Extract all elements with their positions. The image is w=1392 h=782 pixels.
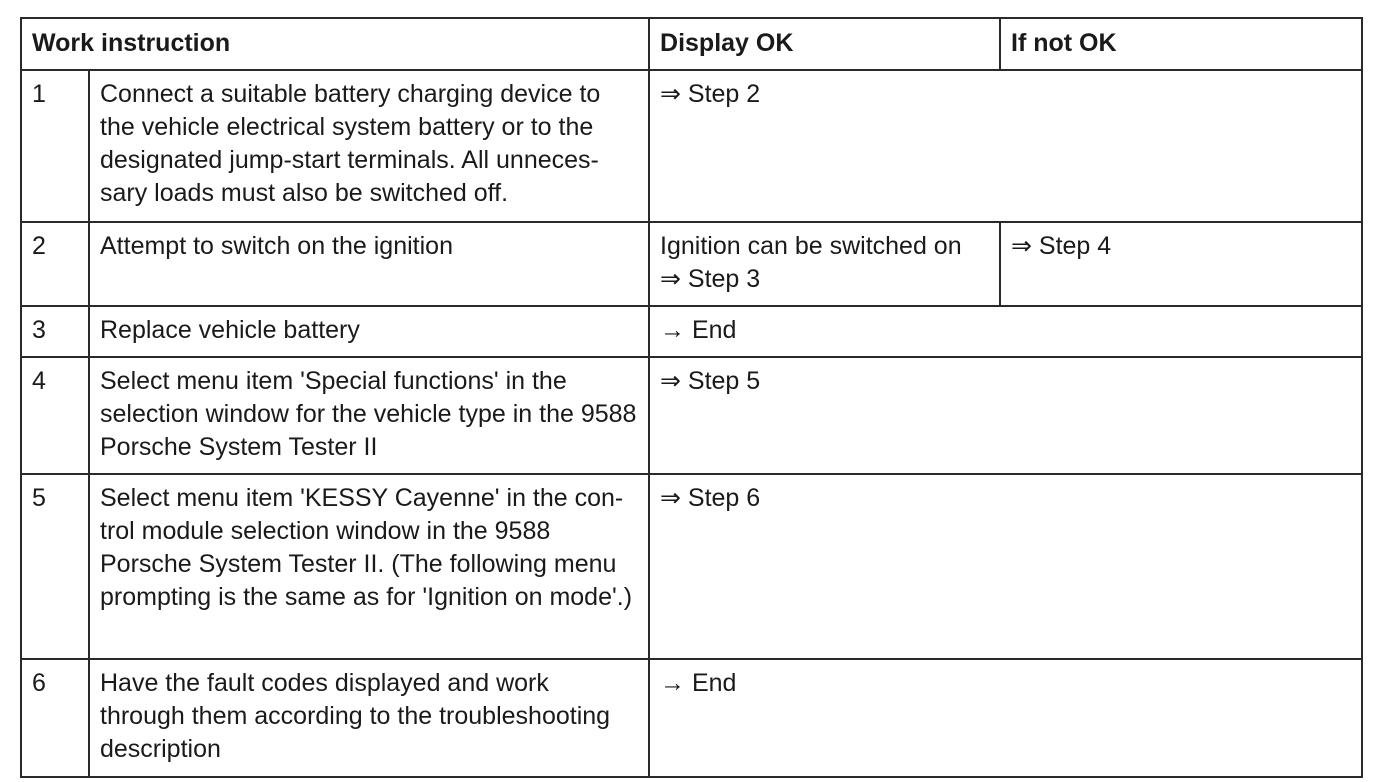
table-row bbox=[21, 659, 1362, 777]
header-if-not-ok: If not OK bbox=[1000, 18, 1362, 70]
table-row bbox=[21, 357, 1362, 474]
step-number: 4 bbox=[21, 357, 89, 474]
step-display-ok: ⇒ Step 6 bbox=[649, 474, 1362, 659]
step-display-ok: → End bbox=[649, 659, 1362, 777]
table-row bbox=[21, 306, 1362, 357]
table-row bbox=[21, 222, 1362, 306]
step-number: 6 bbox=[21, 659, 89, 777]
table-row bbox=[21, 70, 1362, 222]
step-instruction: Have the fault codes displayed and work through them according to the troubleshooting description bbox=[89, 659, 649, 777]
step-number: 5 bbox=[21, 474, 89, 659]
work-instruction-table bbox=[20, 17, 1363, 778]
table-row bbox=[21, 474, 1362, 659]
step-display-ok: ⇒ Step 5 bbox=[649, 357, 1362, 474]
step-instruction: Select menu item 'KESSY Cayenne' in the con-trol module selection window in the 9588 Porsche System Tester II. (The following menu prompting is the same as for 'Ignition on mode'.) bbox=[89, 474, 649, 659]
step-number: 2 bbox=[21, 222, 89, 306]
step-number: 3 bbox=[21, 306, 89, 357]
header-work-instruction: Work instruction bbox=[21, 18, 649, 70]
step-display-ok: Ignition can be switched on ⇒ Step 3 bbox=[649, 222, 1000, 306]
step-display-ok: → End bbox=[649, 306, 1362, 357]
step-if-not-ok: ⇒ Step 4 bbox=[1000, 222, 1362, 306]
step-instruction: Select menu item 'Special functions' in the selection window for the vehicle type in the 9588 Porsche System Tester II bbox=[89, 357, 649, 474]
table-header-row bbox=[21, 18, 1362, 70]
step-display-ok: ⇒ Step 2 bbox=[649, 70, 1362, 222]
step-number: 1 bbox=[21, 70, 89, 222]
step-instruction: Replace vehicle battery bbox=[89, 306, 649, 357]
step-instruction: Connect a suitable battery charging device to the vehicle electrical system battery or to the designated jump-start terminals. All unneces- sary loads must also be switched off. bbox=[89, 70, 649, 222]
step-instruction: Attempt to switch on the ignition bbox=[89, 222, 649, 306]
header-display-ok: Display OK bbox=[649, 18, 1000, 70]
